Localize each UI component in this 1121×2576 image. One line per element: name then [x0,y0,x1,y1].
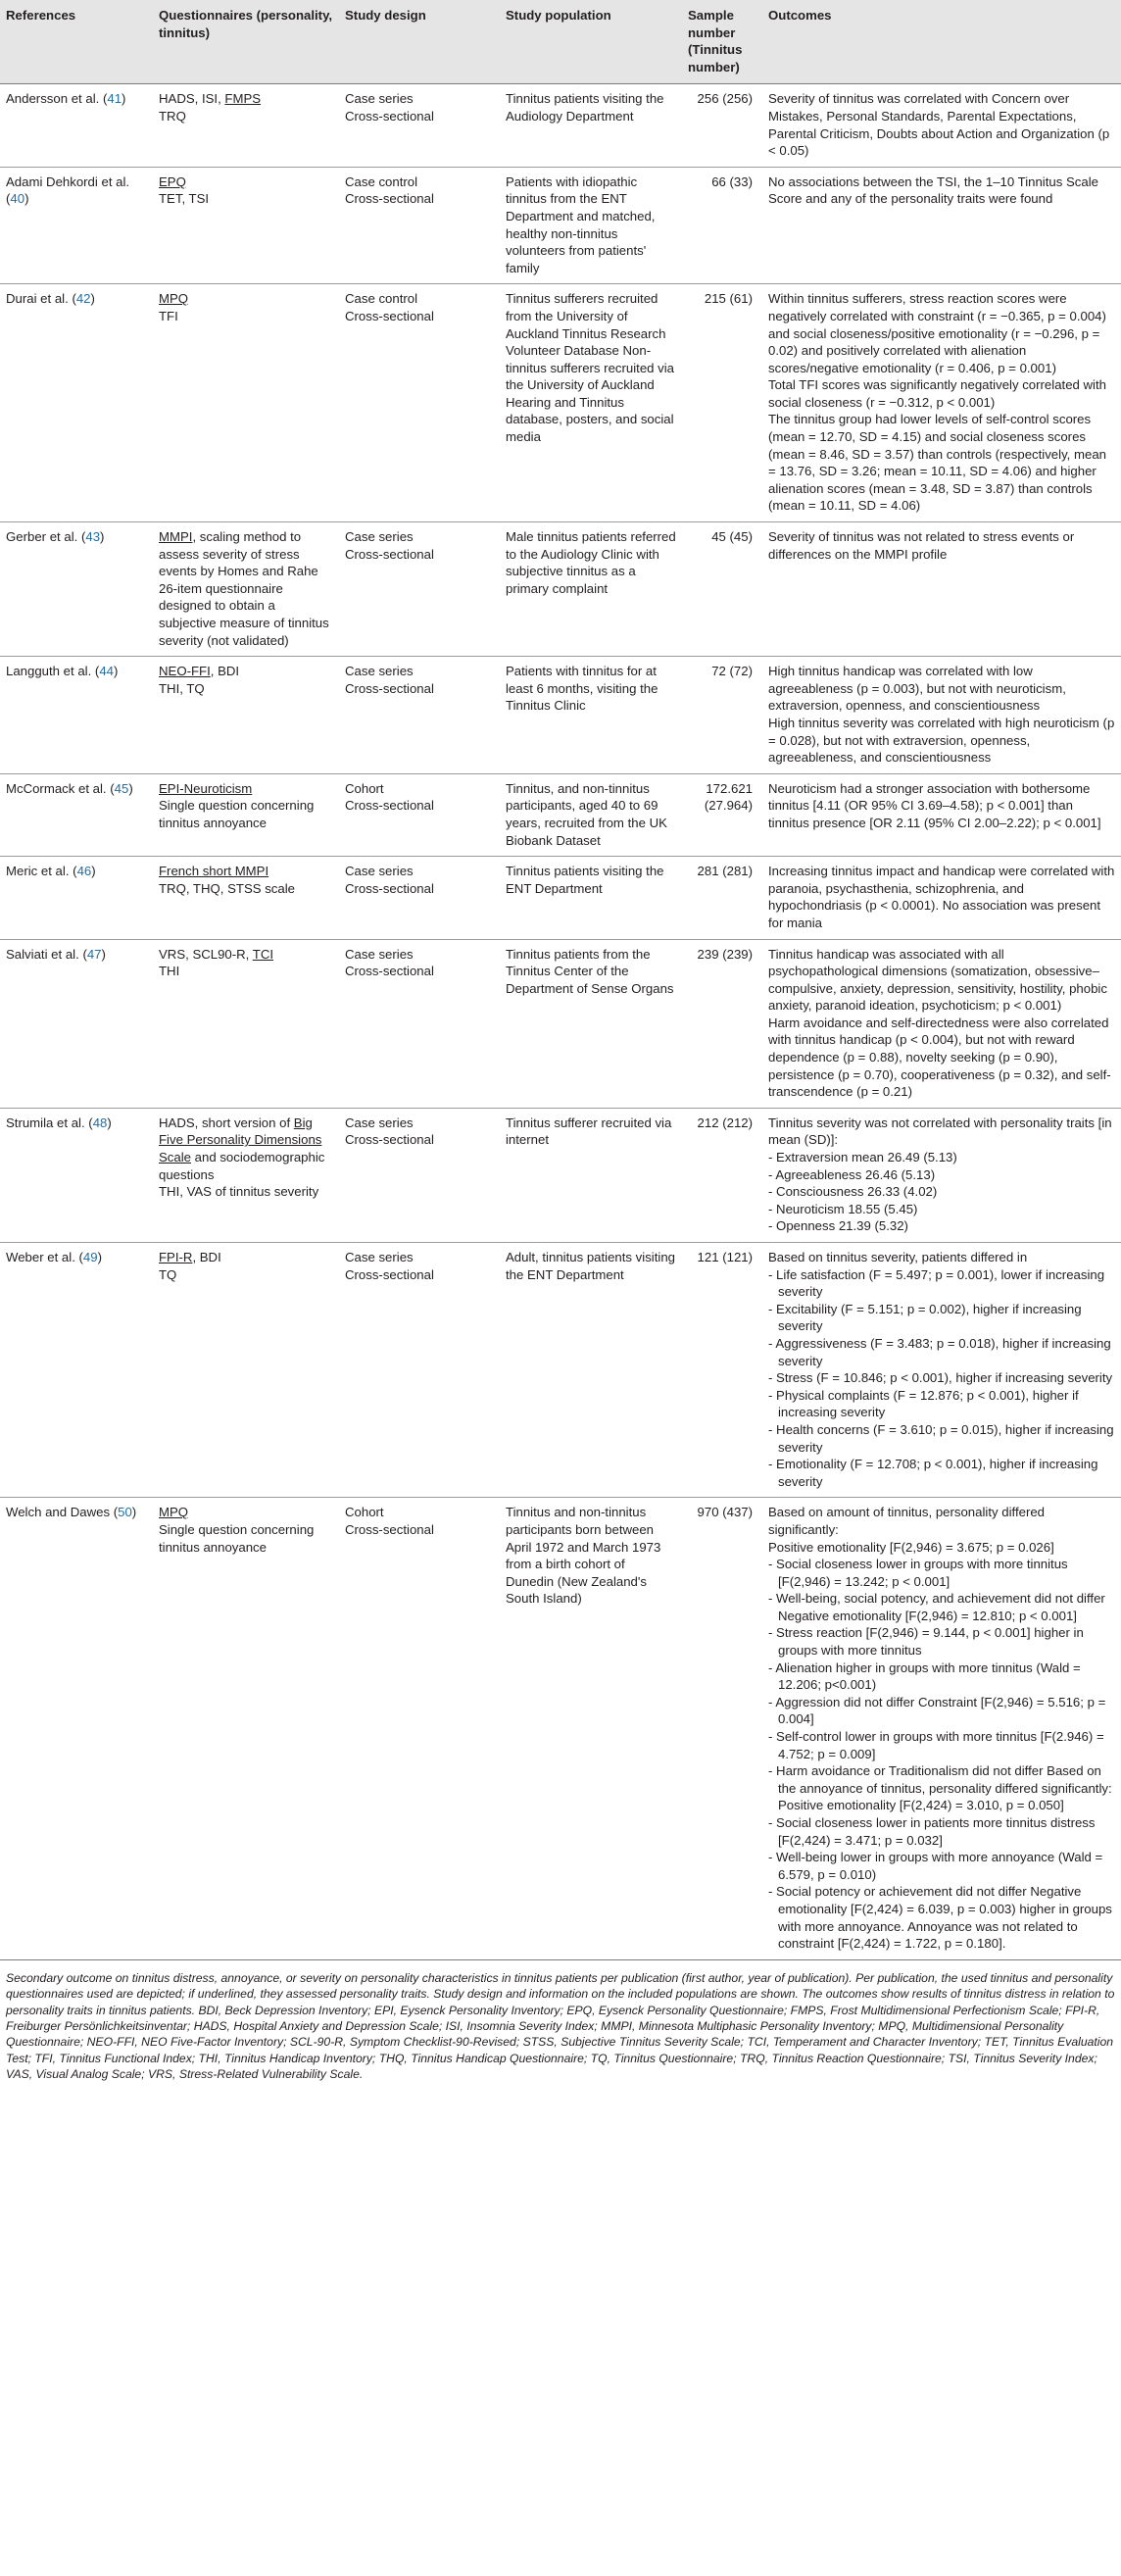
cell-study-population: Patients with tinnitus for at least 6 months, visiting the Tinnitus Clinic [500,657,682,774]
outcome-paragraph: High tinnitus severity was correlated with high neuroticism (p = 0.028), but not with extraversion, openness, agreeableness, and conscientiousness [768,715,1115,766]
cell-questionnaires [153,284,339,522]
cell-outcomes [762,939,1121,1108]
questionnaire-text: TQ [159,1266,177,1282]
reference-author: Langguth et al. [6,664,92,679]
reference-author: Weber et al. [6,1250,75,1264]
reference-number-link[interactable]: 46 [76,864,92,879]
questionnaire-line [159,780,333,798]
outcome-bullet: - Emotionality (F = 12.708; p < 0.001), higher if increasing severity [768,1457,1098,1489]
outcome-paragraph: Increasing tinnitus impact and handicap were correlated with paranoia, psychasthenia, schizophrenia, and hypochondriasis (p < 0.0001). No association was present for mania [768,864,1115,930]
cell-study-population: Adult, tinnitus patients visiting the ENT Department [500,1243,682,1498]
questionnaire-text: Single question concerning tinnitus annoyance [159,1521,315,1555]
cell-questionnaires [153,522,339,657]
outcome-bullet: - Social potency or achievement did not differ Negative emotionality [F(2,424) = 6.039, p = 0.003) higher in groups with more annoyance. Annoyance was not related to constraint [F(2,424) = 1.722, p = 0.180]. [768,1884,1112,1952]
questionnaire-line [159,680,333,698]
cell-study-design [339,84,500,167]
table-footnote: Secondary outcome on tinnitus distress, annoyance, or severity on personality characteristics in tinnitus patients per publication (first author, year of publication). Per publication, the used tinnitus and personality questionnaires used are depicted; if underlined, they assessed personality traits. Study design and information on the included populations are shown. The outcomes show results of tinnitus distress in relation to personality traits in tinnitus patients. BDI, Beck Depression Inventory; EPI, Eysenck Personality Inventory; EPQ, Eysenck Personality Questionnaire; FMPS, Frost Multidimensional Perfectionism Scale; FPI-R, Freiburger Persönlichkeitsinventar; HADS, Hospital Anxiety and Depression Scale; ISI, Insomnia Severity Index; MMPI, Minnesota Multiphasic Personality Inventory; MPQ, Multidimensional Personality Questionnaire; NEO-FFI, NEO Five-Factor Inventory; SCL-90-R, Symptom Checklist-90-Revised; STSS, Subjective Tinnitus Severity Scale; TCI, Temperament and Character Inventory; TET, Tinnitus Evaluation Test; TFI, Tinnitus Functional Index; THI, Tinnitus Handicap Inventory; THQ, Tinnitus Handicap Questionnaire; TQ, Tinnitus Questionnaire; TRQ, Tinnitus Reaction Questionnaire; TSI, Tinnitus Severity Index; VAS, Visual Analog Scale; VRS, Stress-Related Vulnerability Scale. [0,1959,1121,2083]
cell-reference: Strumila et al. (48) [0,1108,153,1242]
questionnaire-text: TRQ [159,108,186,124]
personality-questionnaire: MPQ [159,291,189,307]
personality-questionnaire: French short MMPI [159,864,269,879]
cell-sample-number: 121 (121) [682,1243,762,1498]
cell-reference: McCormack et al. (45) [0,773,153,856]
cell-questionnaires [153,773,339,856]
outcome-bullet: - Self-control lower in groups with more tinnitus [F(2.946) = 4.752; p = 0.009] [768,1729,1104,1761]
questionnaire-line [159,108,333,125]
outcome-intro: Positive emotionality [F(2,946) = 3.675; p = 0.026] [768,1539,1054,1555]
cell-outcomes [762,84,1121,167]
reference-author: Gerber et al. [6,529,78,545]
study-design-line: Case series [345,1250,414,1264]
study-design-line: Cohort [345,1505,384,1520]
cell-reference: Gerber et al. (43) [0,522,153,657]
cell-sample-number: 239 (239) [682,939,762,1108]
outcome-paragraph: Severity of tinnitus was correlated with Concern over Mistakes, Personal Standards, Parental Expectations, Parental Criticism, Doubts about Action and Organization (p < 0.05) [768,91,1110,159]
outcome-paragraph: Severity of tinnitus was not related to stress events or differences on the MMPI profile [768,529,1075,562]
outcome-paragraph: Within tinnitus sufferers, stress reaction scores were negatively correlated with constraint (r = −0.365, p = 0.004) and social closeness/positive emotionality (r = −0.296, p = 0.02) and positively correlated with alienation scores/negative emotionality (r = 0.406, p = 0.001) [768,291,1106,375]
cell-sample-number: 45 (45) [682,522,762,657]
reference-number-link[interactable]: 42 [75,291,91,307]
questionnaire-line [159,580,333,649]
study-design-line: Cross-sectional [345,880,434,896]
outcome-paragraph: Harm avoidance and self-directedness were also correlated with tinnitus handicap (p < 0.004), but not with reward dependence (p = 0.88), novelty seeking (p = 0.90), persistence (p = 0.70), cooperativeness (p = 0.32), and self-transcendence (p = 0.21) [768,1015,1111,1100]
questionnaire-line [159,528,333,580]
reference-number-link[interactable]: 41 [107,91,122,107]
outcome-bullet: - Harm avoidance or Traditionalism did not differ Based on the annoyance of tinnitus, personality differed significantly: Positive emotionality [F(2,424) = 3.010, p = 0.050] [768,1763,1112,1813]
questionnaire-text: TRQ, THQ, STSS scale [159,880,295,896]
study-design-line: Case series [345,864,414,879]
study-design-line: Case series [345,91,414,107]
questionnaire-text: Single question concerning tinnitus annoyance [159,798,315,830]
cell-outcomes [762,522,1121,657]
personality-questionnaire: EPQ [159,173,186,189]
personality-questionnaire: EPI-Neuroticism [159,780,253,796]
cell-outcomes [762,1498,1121,1959]
reference-number-link[interactable]: 45 [114,780,129,796]
outcome-paragraph: The tinnitus group had lower levels of self-control scores (mean = 12.70, SD = 4.15) and social closeness scores (mean = 8.46, SD = 3.57) than controls (respectively, mean = 13.76, SD = 3.26; mean = 10.11, SD = 4.06) and higher alienation scores (mean = 3.48, SD = 3.87) than controls (mean = 10.11, SD = 4.06) [768,412,1106,514]
questionnaire-line [159,797,333,831]
cell-questionnaires [153,1108,339,1242]
cell-sample-number: 281 (281) [682,857,762,939]
cell-reference: Welch and Dawes (50) [0,1498,153,1959]
cell-study-design [339,657,500,774]
outcome-bullet: - Extraversion mean 26.49 (5.13) [768,1150,957,1165]
questionnaire-line [159,1249,333,1266]
cell-study-population: Male tinnitus patients referred to the Audiology Clinic with subjective tinnitus as a primary complaint [500,522,682,657]
cell-reference: Adami Dehkordi et al. (40) [0,167,153,284]
reference-author: Meric et al. [6,864,70,879]
cell-reference: Weber et al. (49) [0,1243,153,1498]
outcome-paragraph: High tinnitus handicap was correlated with low agreeableness (p = 0.003), but not with neuroticism, extraversion, openness, and conscientiousness [768,664,1066,714]
cell-study-population: Tinnitus sufferers recruited from the University of Auckland Tinnitus Research Volunteer Database Non-tinnitus sufferers recruited via the University of Auckland Hearing and Tinnitus database, posters, and social media [500,284,682,522]
reference-author: Adami Dehkordi et al. [6,173,130,189]
table-row [0,857,1121,939]
outcome-bullet: - Neuroticism 18.55 (5.45) [768,1201,918,1216]
reference-author: Welch and Dawes [6,1505,111,1520]
questionnaire-line [159,880,333,898]
table-header [0,0,1121,84]
study-design-line: Cross-sectional [345,308,434,323]
reference-author: McCormack et al. [6,780,107,796]
outcome-bullet: - Openness 21.39 (5.32) [768,1218,908,1234]
cell-questionnaires [153,84,339,167]
reference-author: Durai et al. [6,291,69,307]
cell-questionnaires [153,939,339,1108]
cell-sample-number: 970 (437) [682,1498,762,1959]
study-design-line: Cohort [345,780,384,796]
outcome-paragraph: Neuroticism had a stronger association with bothersome tinnitus [4.11 (OR 95% CI 3.69–4.58); p < 0.001] than tinnitus presence [OR 2.11 (95% CI 2.00–2.22); p < 0.001] [768,780,1101,830]
cell-reference: Meric et al. (46) [0,857,153,939]
outcome-bullet: - Agreeableness 26.46 (5.13) [768,1166,936,1182]
cell-study-design [339,857,500,939]
cell-study-population: Tinnitus and non-tinnitus participants born between April 1972 and March 1973 from a birth cohort of Dunedin (New Zealand's South Island) [500,1498,682,1959]
cell-study-design [339,773,500,856]
questionnaire-text: VRS, SCL90-R, [159,946,253,962]
cell-study-design [339,167,500,284]
questionnaire-text: 26-item questionnaire designed to obtain a subjective measure of tinnitus severity (not validated) [159,580,329,648]
table-row [0,84,1121,167]
cell-study-design [339,1243,500,1498]
cell-study-population: Tinnitus, and non-tinnitus participants, aged 40 to 69 years, recruited from the UK Biobank Dataset [500,773,682,856]
cell-study-design [339,284,500,522]
study-design-line: Cross-sectional [345,546,434,562]
outcome-bullet: - Social closeness lower in groups with more tinnitus [F(2,946) = 13.242; p < 0.001] [768,1557,1068,1589]
cell-study-population: Tinnitus patients visiting the Audiology Department [500,84,682,167]
reference-number-link[interactable]: 47 [86,946,102,962]
personality-questionnaire: TCI [252,946,274,962]
cell-sample-number: 66 (33) [682,167,762,284]
cell-study-population: Patients with idiopathic tinnitus from the ENT Department and matched, healthy non-tinnitus volunteers from patients' family [500,167,682,284]
study-design-line: Cross-sectional [345,108,434,124]
cell-sample-number: 215 (61) [682,284,762,522]
outcome-paragraph: Total TFI scores was significantly negatively correlated with social closeness (r = −0.312, p < 0.001) [768,377,1106,410]
cell-reference: Durai et al. (42) [0,284,153,522]
cell-outcomes [762,657,1121,774]
table-body [0,84,1121,1959]
table-row [0,167,1121,284]
cell-outcomes [762,857,1121,939]
outcome-bullet: - Health concerns (F = 3.610; p = 0.015), higher if increasing severity [768,1421,1114,1455]
outcome-bullet: - Well-being lower in groups with more annoyance (Wald = 6.579, p = 0.010) [768,1850,1103,1882]
cell-reference: Andersson et al. (41) [0,84,153,167]
cell-questionnaires [153,657,339,774]
cell-study-design [339,1108,500,1242]
outcome-paragraph: Tinnitus handicap was associated with all psychopathological dimensions (somatization, obsessive–compulsive, anxiety, depression, sensitivity, hostility, phobic anxiety, paranoid ideation, psychoticism; p < 0.001) [768,946,1107,1014]
outcome-bullet: - Physical complaints (F = 12.876; p < 0.001), higher if increasing severity [768,1387,1079,1420]
table-row [0,657,1121,774]
outcome-bullet: - Aggressiveness (F = 3.483; p = 0.018), higher if increasing severity [768,1335,1111,1368]
study-design-line: Cross-sectional [345,191,434,207]
study-design-line: Case control [345,173,418,189]
questionnaire-line [159,863,333,880]
cell-questionnaires [153,167,339,284]
table-row [0,522,1121,657]
cell-study-population: Tinnitus patients visiting the ENT Department [500,857,682,939]
study-design-line: Cross-sectional [345,798,434,814]
cell-study-population: Tinnitus patients from the Tinnitus Center of the Department of Sense Organs [500,939,682,1108]
table-row [0,1108,1121,1242]
questionnaire-text: TFI [159,308,178,323]
study-design-line: Case series [345,946,414,962]
personality-questionnaire: MMPI [159,529,193,545]
table-row [0,939,1121,1108]
cell-sample-number: 212 (212) [682,1108,762,1242]
outcome-bullet: - Well-being, social potency, and achievement did not differ Negative emotionality [F(2,946) = 12.810; p < 0.001] [768,1591,1105,1623]
cell-outcomes [762,1243,1121,1498]
questionnaire-line [159,173,333,191]
reference-number-link[interactable]: 49 [82,1250,98,1264]
outcome-bullet: - Life satisfaction (F = 5.497; p = 0.001), lower if increasing severity [768,1266,1105,1300]
cell-outcomes [762,167,1121,284]
cell-study-design [339,522,500,657]
table-row [0,1243,1121,1498]
cell-sample-number: 72 (72) [682,657,762,774]
personality-questionnaire: FMPS [224,91,262,107]
reference-number-link[interactable]: 48 [92,1115,108,1130]
questionnaire-line [159,663,333,680]
col-study-population: Study population [500,0,682,84]
outcome-bullet: - Consciousness 26.33 (4.02) [768,1184,938,1200]
outcome-intro: Based on amount of tinnitus, personality differed significantly: [768,1505,1045,1537]
questionnaire-line [159,190,333,208]
questionnaire-line [159,963,333,980]
personality-questionnaire: Big Five Personality Dimensions Scale [159,1115,322,1165]
col-study-design: Study design [339,0,500,84]
cell-outcomes [762,1108,1121,1242]
study-design-line: Case control [345,291,418,307]
questionnaire-line [159,946,333,964]
study-design-line: Cross-sectional [345,1132,434,1148]
cell-sample-number: 172.621 (27.964) [682,773,762,856]
reference-author: Andersson et al. [6,91,100,107]
questionnaire-line [159,290,333,308]
cell-study-design [339,1498,500,1959]
cell-questionnaires [153,1498,339,1959]
questionnaire-text: and sociodemographic questions [159,1150,325,1182]
study-design-line: Cross-sectional [345,1521,434,1537]
questionnaire-text: THI, TQ [159,680,205,696]
col-sample-number: Sample number (Tinnitus number) [682,0,762,84]
questionnaire-line [159,1115,333,1183]
questionnaire-line [159,308,333,325]
cell-study-design [339,939,500,1108]
personality-questionnaire: NEO-FFI [159,664,211,679]
questionnaire-text: TET, TSI [159,191,210,207]
table-row [0,773,1121,856]
questionnaire-text: HADS, ISI, [159,91,225,107]
outcome-intro: Based on tinnitus severity, patients differed in [768,1250,1028,1264]
questionnaire-line [159,1183,333,1201]
outcome-paragraph: No associations between the TSI, the 1–10 Tinnitus Scale Score and any of the personality traits were found [768,173,1098,207]
questionnaire-text: HADS, short version of [159,1115,294,1130]
outcome-bullet: - Social closeness lower in patients more tinnitus distress [F(2,424) = 3.471; p = 0.032] [768,1815,1096,1848]
personality-questionnaire: FPI-R [159,1250,193,1264]
study-design-line: Cross-sectional [345,964,434,979]
reference-number-link[interactable]: 40 [10,191,25,207]
outcome-intro: Tinnitus severity was not correlated with personality traits [in mean (SD)]: [768,1115,1112,1148]
cell-sample-number: 256 (256) [682,84,762,167]
outcome-bullet: - Aggression did not differ Constraint [F(2,946) = 5.516; p = 0.004] [768,1694,1106,1727]
cell-outcomes [762,284,1121,522]
cell-questionnaires [153,1243,339,1498]
reference-number-link[interactable]: 50 [118,1505,132,1520]
outcome-bullet: - Alienation higher in groups with more tinnitus (Wald = 12.206; p<0.001) [768,1660,1081,1693]
outcome-bullet: - Excitability (F = 5.151; p = 0.002), higher if increasing severity [768,1301,1082,1334]
table-row [0,1498,1121,1959]
study-design-line: Case series [345,1115,414,1130]
questionnaire-text: THI, VAS of tinnitus severity [159,1184,319,1200]
col-outcomes: Outcomes [762,0,1121,84]
cell-outcomes [762,773,1121,856]
study-design-line: Cross-sectional [345,1266,434,1282]
outcome-bullet: - Stress reaction [F(2,946) = 9.144, p < 0.001] higher in groups with more tinnitus [768,1625,1084,1659]
reference-author: Strumila et al. [6,1115,85,1130]
questionnaire-text: THI [159,964,180,979]
cell-study-population: Tinnitus sufferer recruited via internet [500,1108,682,1242]
questionnaire-text: , BDI [192,1250,221,1264]
study-design-line: Case series [345,529,414,545]
col-questionnaires: Questionnaires (personality, tinnitus) [153,0,339,84]
study-design-line: Case series [345,664,414,679]
personality-questionnaire: MPQ [159,1505,189,1520]
cell-reference: Salviati et al. (47) [0,939,153,1108]
reference-number-link[interactable]: 43 [85,529,101,545]
questionnaire-line [159,90,333,108]
outcome-bullet: - Stress (F = 10.846; p < 0.001), higher if increasing severity [768,1370,1113,1386]
reference-number-link[interactable]: 44 [99,664,114,679]
questionnaire-line [159,1504,333,1521]
table-row [0,284,1121,522]
questionnaire-text: , scaling method to assess severity of stress events by Homes and Rahe [159,529,318,579]
study-design-line: Cross-sectional [345,680,434,696]
questionnaire-line [159,1521,333,1556]
questionnaire-text: , BDI [210,664,240,679]
questionnaire-line [159,1266,333,1284]
reference-author: Salviati et al. [6,946,79,962]
col-references: References [0,0,153,84]
cell-questionnaires [153,857,339,939]
cell-reference: Langguth et al. (44) [0,657,153,774]
